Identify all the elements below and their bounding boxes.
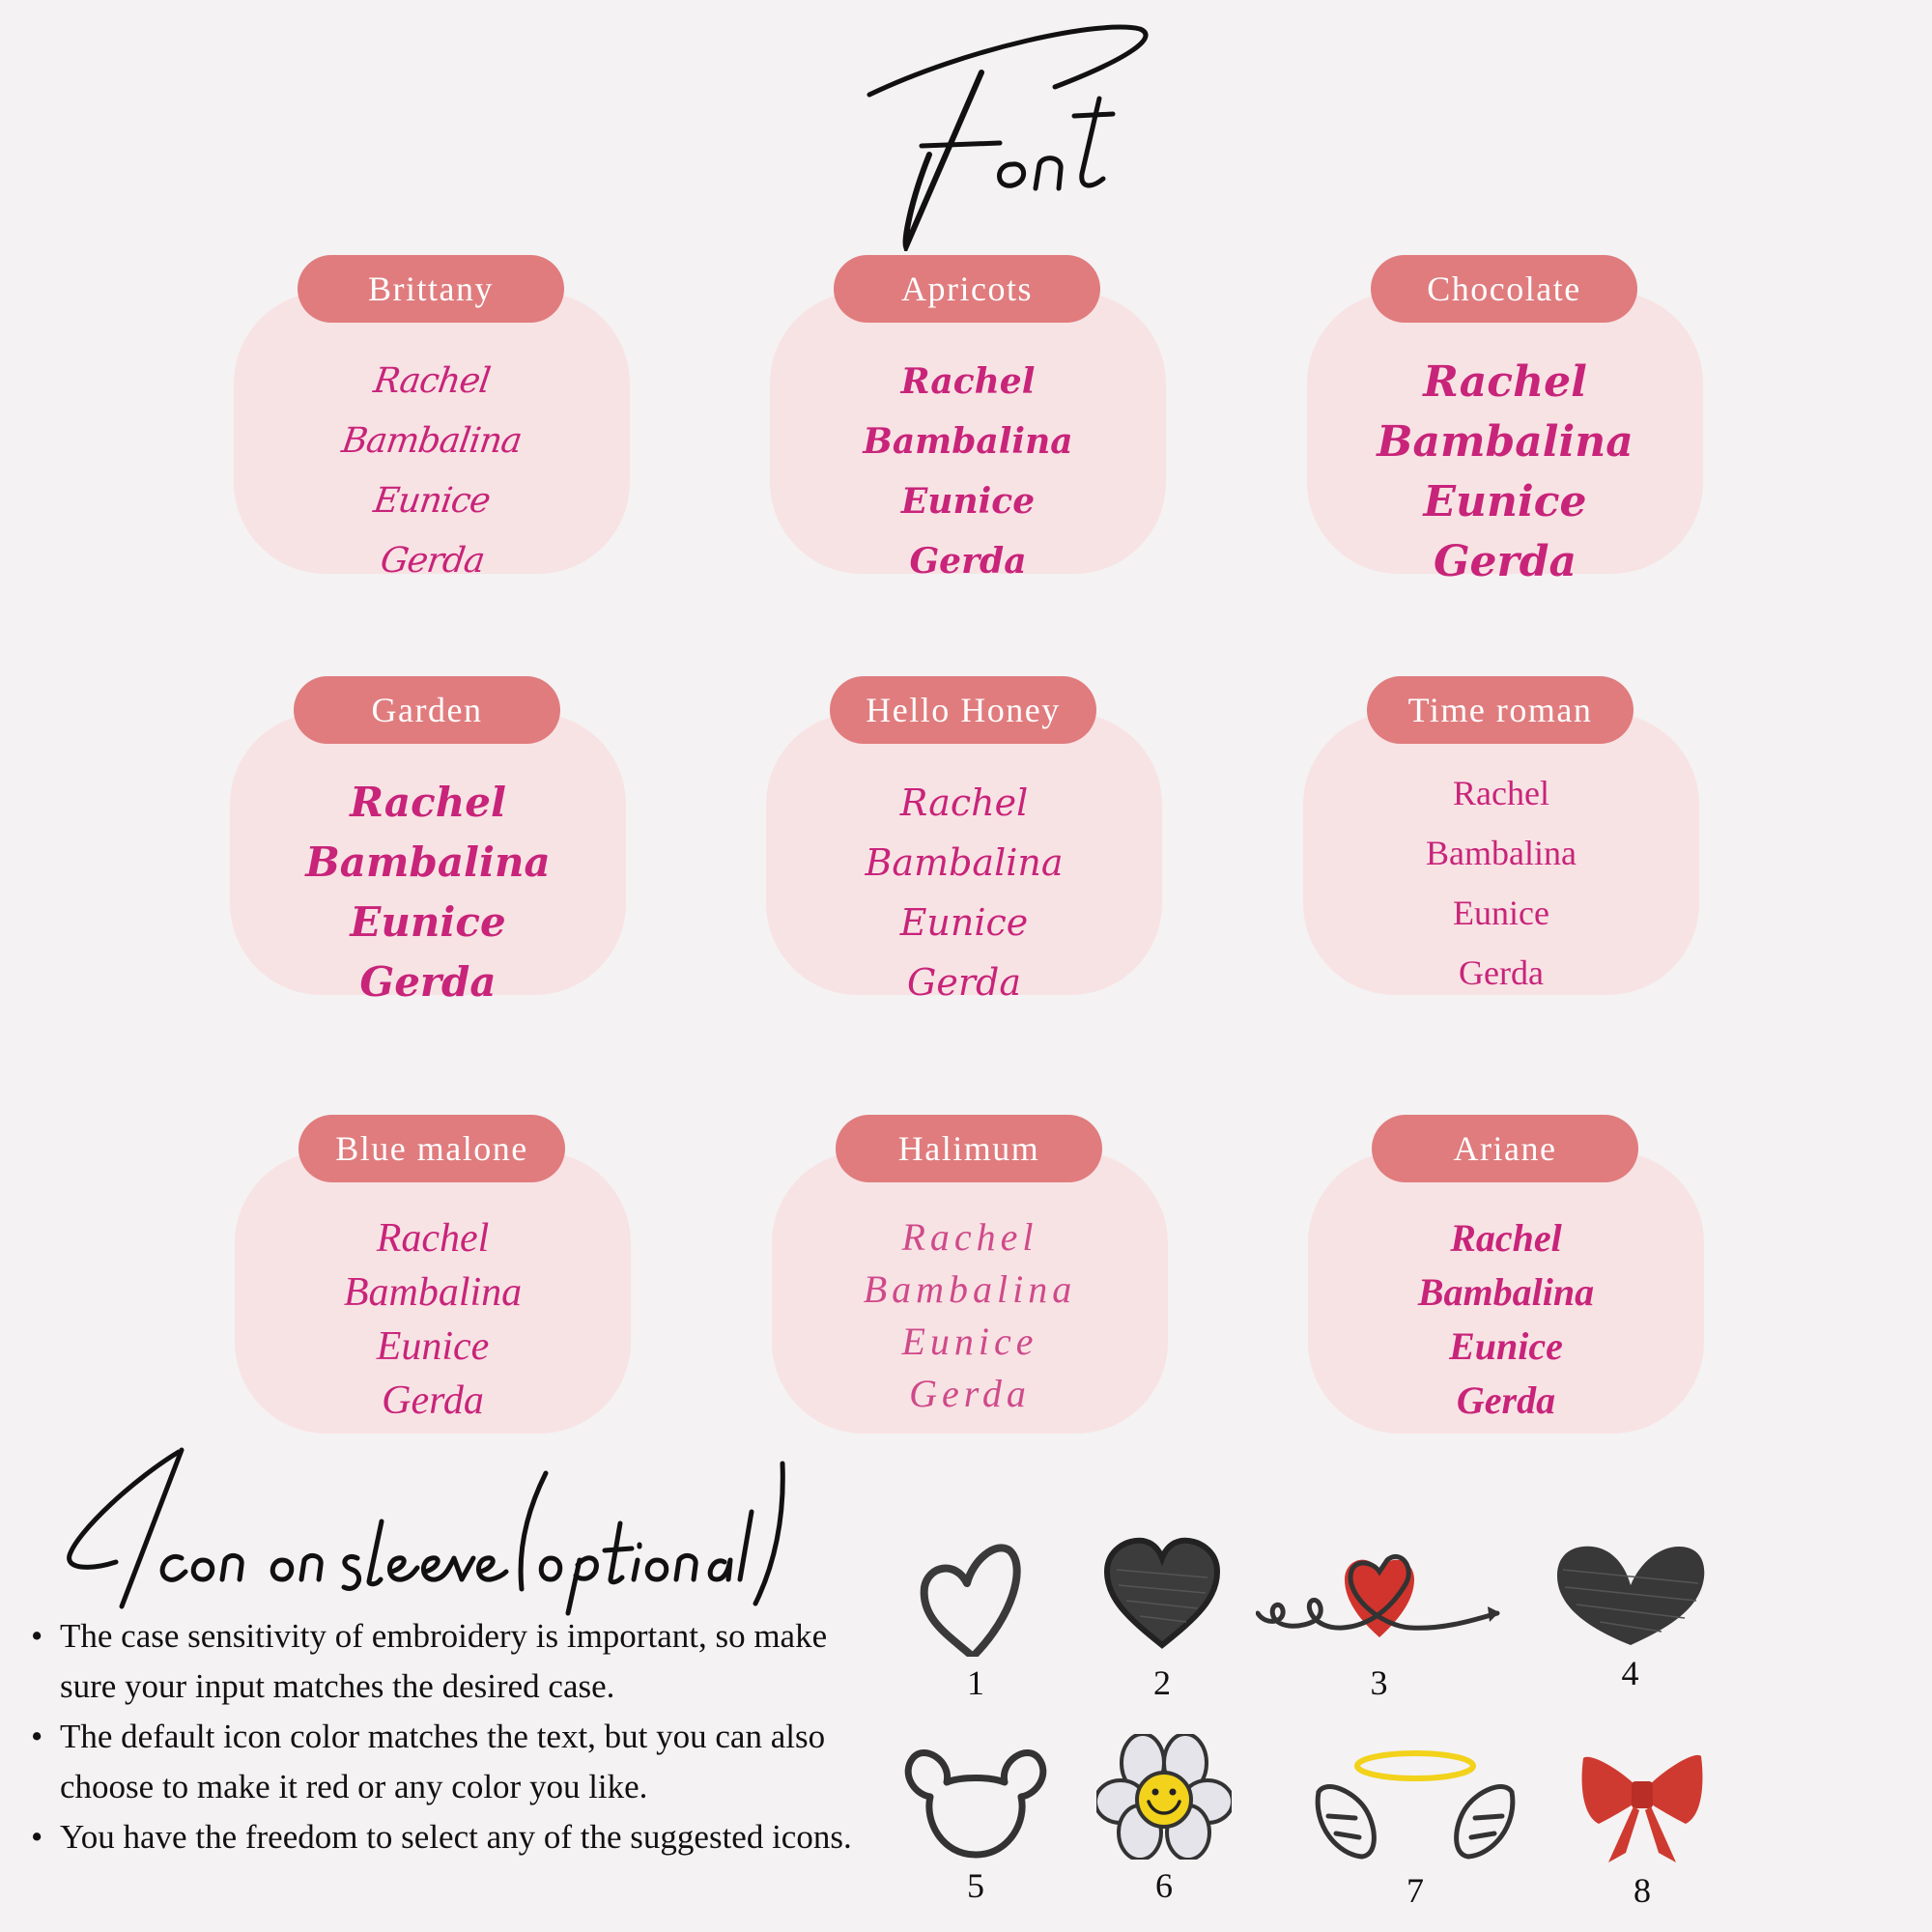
icon-number: 4	[1621, 1654, 1639, 1692]
sample-name: Gerda	[1459, 953, 1544, 992]
font-card-halimum[interactable]	[772, 1115, 1168, 1434]
red-bow-icon	[1579, 1748, 1705, 1864]
sample-name: Bambalina	[863, 1267, 1077, 1311]
sample-name: Gerda	[909, 541, 1027, 582]
mouse-ears-outline-icon	[903, 1734, 1048, 1860]
font-samples	[1308, 1211, 1704, 1428]
filled-heart-icon	[1553, 1541, 1708, 1647]
font-name-label: Hello Honey	[830, 676, 1096, 744]
font-card-hello-honey[interactable]	[766, 676, 1162, 1004]
sample-name: Rachel	[350, 779, 506, 826]
font-name-label: Blue malone	[298, 1115, 565, 1182]
sample-name: Bambalina	[1426, 834, 1577, 872]
font-name-label: Halimum	[836, 1115, 1102, 1182]
font-card-time-roman[interactable]	[1303, 676, 1699, 995]
font-samples	[235, 1211, 631, 1428]
sample-name: Eunice	[1423, 477, 1587, 526]
sample-name: Bambalina	[863, 421, 1073, 462]
smiley-daisy-icon	[1096, 1734, 1232, 1860]
sample-name: Gerda	[377, 541, 487, 581]
font-card-brittany[interactable]	[234, 255, 630, 581]
font-name-label: Chocolate	[1371, 255, 1637, 323]
icon-number: 1	[967, 1663, 984, 1702]
font-samples	[1307, 352, 1703, 591]
sample-name: Rachel	[1450, 1216, 1562, 1260]
sample-name: Gerda	[909, 1372, 1031, 1415]
sample-name: Bambalina	[305, 838, 551, 886]
sample-name: Eunice	[1449, 1324, 1563, 1368]
sample-name: Rachel	[376, 1216, 490, 1261]
font-samples	[770, 352, 1166, 591]
sample-name: Bambalina	[865, 841, 1064, 884]
font-card-apricots[interactable]	[770, 255, 1166, 582]
icon-number: 8	[1634, 1871, 1651, 1910]
sample-name: Eunice	[900, 481, 1036, 522]
sample-name: Rachel	[371, 361, 493, 401]
sample-name: Eunice	[350, 898, 506, 946]
heart-swirl-arrow-icon	[1256, 1541, 1502, 1657]
font-card-ariane[interactable]	[1308, 1115, 1704, 1434]
note-item: • The case sensitivity of embroidery is important, so make sure your input matches the desired case.	[29, 1611, 879, 1712]
icon-number: 2	[1153, 1663, 1171, 1702]
font-card-blue-malone[interactable]	[235, 1115, 631, 1434]
font-samples	[772, 1211, 1168, 1420]
font-samples	[234, 352, 630, 591]
icon-on-sleeve-script-title-icon	[58, 1444, 792, 1618]
sample-name: Eunice	[376, 1324, 490, 1369]
sample-name: Gerda	[359, 958, 497, 1006]
font-name-label: Time roman	[1367, 676, 1634, 744]
outline-heart-icon	[913, 1531, 1038, 1657]
font-card-garden[interactable]	[230, 676, 626, 1006]
icon-number: 6	[1155, 1866, 1173, 1905]
icon-option-5[interactable]	[903, 1734, 1048, 1906]
sample-name: Rachel	[901, 1215, 1038, 1259]
angel-wings-halo-icon	[1309, 1748, 1521, 1864]
sample-name: Eunice	[371, 481, 493, 521]
font-samples	[1303, 763, 1699, 1003]
icon-option-3[interactable]	[1256, 1541, 1502, 1703]
icon-number: 5	[967, 1866, 984, 1905]
font-samples	[766, 773, 1162, 1012]
sample-name: Gerda	[382, 1378, 484, 1423]
sample-name: Rachel	[1423, 357, 1587, 407]
icon-option-8[interactable]	[1565, 1748, 1719, 1911]
sample-name: Eunice	[899, 901, 1029, 944]
icon-option-7[interactable]	[1294, 1748, 1536, 1911]
note-item: • The default icon color matches the text, but you can also choose to make it red or any color you like.	[29, 1712, 879, 1812]
sample-name: Gerda	[907, 961, 1021, 1004]
icon-option-6[interactable]	[1092, 1734, 1236, 1906]
page-title	[850, 10, 1169, 251]
font-name-label: Brittany	[298, 255, 564, 323]
sample-name: Rachel	[899, 781, 1029, 824]
font-name-label: Ariane	[1372, 1115, 1638, 1182]
font-name-label: Garden	[294, 676, 560, 744]
font-name-label: Apricots	[834, 255, 1100, 323]
icon-notes-list	[29, 1611, 879, 1862]
sample-name: Bambalina	[343, 1270, 523, 1315]
sample-name: Bambalina	[1377, 417, 1634, 467]
sample-name: Gerda	[1456, 1378, 1556, 1422]
filled-heart-outline-icon	[1099, 1531, 1225, 1657]
icon-number: 3	[1370, 1663, 1388, 1702]
font-samples	[230, 773, 626, 1012]
icons-section-title	[58, 1444, 792, 1618]
icon-option-4[interactable]	[1541, 1541, 1719, 1693]
sample-name: Rachel	[900, 361, 1036, 402]
sample-name: Eunice	[901, 1320, 1038, 1363]
font-script-title-icon	[850, 10, 1169, 251]
sample-name: Bambalina	[339, 421, 525, 461]
icon-option-1[interactable]	[913, 1531, 1038, 1703]
sample-name: Eunice	[1453, 894, 1549, 932]
sample-name: Gerda	[1433, 537, 1577, 586]
icon-number: 7	[1406, 1871, 1424, 1910]
font-card-chocolate[interactable]	[1307, 255, 1703, 586]
sample-name: Rachel	[1453, 774, 1549, 812]
sample-name: Bambalina	[1417, 1270, 1595, 1314]
icon-option-2[interactable]	[1090, 1531, 1235, 1703]
note-item: • You have the freedom to select any of the suggested icons.	[29, 1812, 879, 1862]
